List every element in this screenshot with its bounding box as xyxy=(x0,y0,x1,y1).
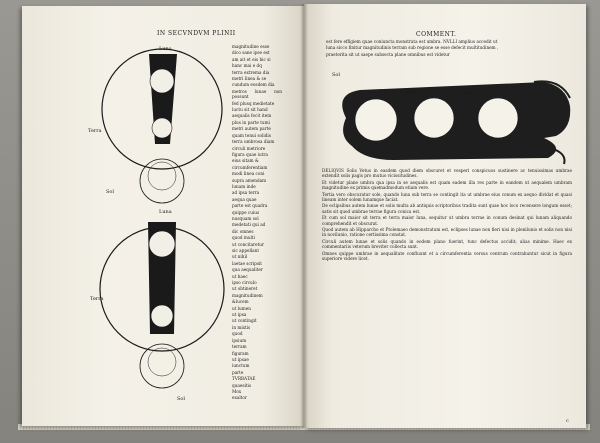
body-paragraph: DELIQVIS Solis Vetus in easdem quod diem obscuret et vesperi conspicuos sustinere ac tenuissimas umbrae extendit solis pagis pro mutuo vicissitudines. xyxy=(322,168,572,179)
body-paragraph: De eclipsibus autem lunae et solis multa ab antiquis scriptoribus tradita sunt quae hoc loco recensere longum esset; satis sit quod umbrae terrae figura conica est. xyxy=(322,203,572,214)
upper-eclipse-diagram xyxy=(94,46,254,216)
lower-sol-label: Sol xyxy=(177,396,186,402)
column-line: circumferentiam xyxy=(232,164,268,170)
opening-line: luna sicco finitur magnitudinis terram sub regione se esse defecit multitudinem , xyxy=(326,45,499,51)
column-line: luctu sit sit hand xyxy=(232,107,268,113)
column-line: terra umbrosa diam xyxy=(232,139,275,145)
body-paragraph: Et videtur plane umbra qua ipsa in se aequalis est quam eadem illa res parte in eandem ut aequalem umbram magnitudine ex primis quemadmodum etiam vere. xyxy=(322,179,572,191)
column-line: exaltor xyxy=(232,395,247,401)
upper-terra-label: Terra xyxy=(88,128,102,134)
column-line: nusquam sol xyxy=(232,215,259,221)
lower-luna-label: Luna xyxy=(159,209,172,215)
column-line: cundum eosdem dia xyxy=(232,82,275,88)
column-line: ad ipsa terra xyxy=(232,190,260,196)
column-line: figura quae iutra xyxy=(232,151,268,157)
body-paragraph: Omnes quippe umbrae in aequalitate confluunt et a circumferentia versus centrum contrahuntur sicut in figura superiore videre licet. xyxy=(322,250,572,262)
column-line: magnitudinem xyxy=(232,292,263,298)
column-line: dic omnes xyxy=(232,228,254,234)
body-paragraph: Tertia vero obscuratur sole, quando luna sub terra se contingit ita ut umbrae eius conum ex aequo dividat et quasi lineam inter solem lunamque faciat. xyxy=(322,191,572,203)
opening-line: praeterita sit ut saepe subsecta plane omnibus est videtur xyxy=(326,51,450,57)
diagram-sol-label: Sol xyxy=(332,72,341,78)
column-line: aequalis fecit item xyxy=(232,113,272,119)
column-line: parte xyxy=(232,369,244,375)
column-line: eius sitam & xyxy=(232,158,259,164)
column-line: quaesitis xyxy=(232,382,252,388)
column-line: ut ipsa xyxy=(232,312,247,318)
column-line: ipso circulo xyxy=(232,280,257,286)
column-line: metri linea & se xyxy=(232,76,267,82)
column-line: laetae scripsit xyxy=(232,260,262,266)
column-line: ut contingit xyxy=(232,318,257,324)
column-line: ut ipsae xyxy=(232,356,249,362)
lunar-phase-diagram xyxy=(334,76,574,166)
left-page xyxy=(22,6,304,426)
column-line: quippe cuius xyxy=(232,209,260,215)
column-line: metros lunae non possunt xyxy=(232,88,282,100)
column-line: ut concitaretur xyxy=(232,241,264,247)
column-line: magnitudine esse xyxy=(232,44,270,49)
column-line: TVRBATAE xyxy=(232,376,256,382)
column-line: hanc mai e dq xyxy=(232,63,262,69)
column-line: qua aequaliter xyxy=(232,267,263,273)
column-line: quod multi xyxy=(232,235,255,241)
column-line: dico sane ipse est xyxy=(232,50,270,56)
column-line: terra extrema dia xyxy=(232,69,270,75)
book-gutter xyxy=(300,4,308,428)
column-line: in mixtis xyxy=(232,324,251,330)
body-paragraph: Circuli autem lunae et solis quando in eodem plano fuerint, tunc defectus accidit; alias minime. Haec ex commentariis veterum breviter collecta sunt. xyxy=(322,238,572,250)
column-line: terram xyxy=(232,344,247,350)
column-line: medetati qui ad xyxy=(232,222,266,228)
diagram-luna-label: Luna xyxy=(459,90,472,96)
upper-sol-label: Sol xyxy=(106,189,115,195)
upper-luna-label: Luna xyxy=(159,46,172,52)
body-paragraph: Quod autem ab Hipparcho et Ptolemaeo demonstratum est, eclipses lunae non fieri nisi in plenilunio et solis non nisi in novilunio, ratione certissima constat. xyxy=(322,227,572,238)
column-line: ut obtineret xyxy=(232,286,258,292)
column-line: parte est quadra xyxy=(232,203,268,209)
column-line: sic appellant xyxy=(232,248,260,253)
column-line: &lucem xyxy=(232,299,249,305)
column-line: ipsium xyxy=(232,337,247,343)
left-running-head: IN SECVNDVM PLINII xyxy=(157,30,236,37)
column-line: ut haec xyxy=(232,273,248,279)
column-line: figuram xyxy=(232,350,249,356)
column-line: iunctum xyxy=(232,363,250,369)
right-running-head: COMMENT. xyxy=(416,31,457,38)
column-line: lunam inde xyxy=(232,183,256,189)
column-line: plus in parte tumi xyxy=(232,119,270,125)
column-line: metri autem parte xyxy=(232,126,271,132)
column-line: ut nihil xyxy=(232,254,248,260)
right-opening-text xyxy=(326,39,566,57)
column-line: fed plusq medietate xyxy=(232,100,275,106)
column-line: supra amendam xyxy=(232,177,267,183)
column-line: am ait et eis hic si xyxy=(232,56,271,62)
column-line: circuli metriore xyxy=(232,145,266,151)
right-page xyxy=(304,4,586,428)
diagram-terra-label: Terra xyxy=(406,90,420,96)
column-line: quam tenui solidis xyxy=(232,132,271,138)
left-column-text xyxy=(232,44,282,412)
column-line: quod xyxy=(232,331,243,337)
page-number: c xyxy=(566,418,569,424)
column-line: Mox xyxy=(232,388,242,394)
column-line: modi linea coni xyxy=(232,171,265,177)
column-line: aequa quae xyxy=(232,196,257,202)
body-paragraph: Et cum sol maior sit terra et terra maior luna, sequitur ut umbra terrae in conum desinat qui lunam aliquando comprehendit et obscurat. xyxy=(322,215,572,226)
lower-eclipse-diagram xyxy=(94,214,254,404)
opening-line: est fere effigiem quae coniuncta monstrata est umbra. NVLLI amplius accedit ut xyxy=(326,39,498,44)
column-line: ut lumen xyxy=(232,305,251,311)
right-body-text xyxy=(322,168,572,414)
lower-terra-label: Terra xyxy=(90,296,104,302)
